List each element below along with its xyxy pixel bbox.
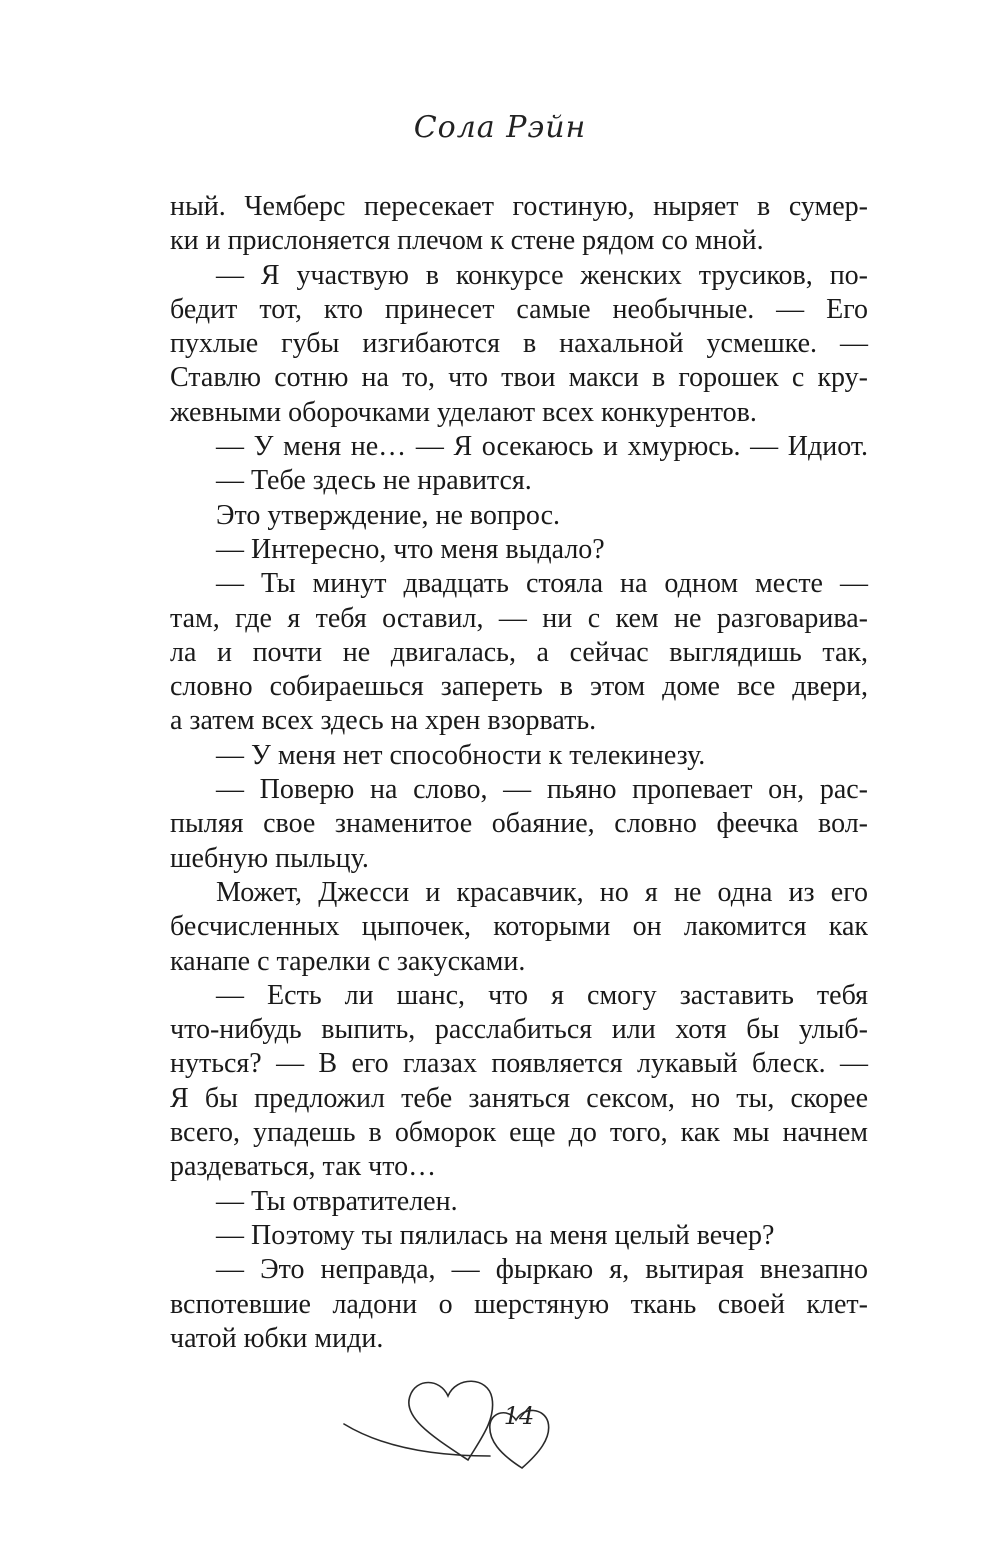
text-line: словно собираешься запереть в этом доме все двери, — [170, 671, 868, 703]
text-line: раздеваться, так что… — [170, 1151, 437, 1183]
text-line: — Интересно, что меня выдало? — [216, 533, 605, 565]
text-line: пухлые губы изгибаются в нахальной усмешке. — — [170, 328, 868, 360]
text-line: Ставлю сотню на то, что твои макси в горошек с кру- — [170, 362, 868, 394]
text-line: всего, упадешь в обморок еще до того, как мы начнем — [170, 1117, 868, 1149]
text-line: пыляя свое знаменитое обаяние, словно феечка вол- — [170, 808, 868, 840]
text-line: — Я участвую в конкурсе женских трусиков, по- — [216, 259, 868, 291]
text-line: Я бы предложил тебе заняться сексом, но ты, скорее — [170, 1082, 868, 1114]
text-line: чатой юбки миди. — [170, 1322, 384, 1354]
text-line: — У меня не… — Я осекаюсь и хмурюсь. — Идиот. — [216, 431, 868, 463]
text-line: шебную пыльцу. — [170, 842, 369, 874]
text-line: — Поэтому ты пялилась на меня целый вечер? — [216, 1219, 775, 1251]
text-line: — Ты минут двадцать стояла на одном месте — — [216, 568, 868, 600]
text-line: Это утверждение, не вопрос. — [216, 499, 561, 531]
running-title: Сола Рэйн — [413, 110, 587, 145]
text-line: ки и прислоняется плечом к стене рядом со мной. — [170, 225, 764, 257]
text-line: — Это неправда, — фыркаю я, вытирая внезапно — [216, 1254, 868, 1286]
text-line: вспотевшие ладони о шерстяную ткань своей клет- — [170, 1288, 868, 1320]
text-line: канапе с тарелки с закусками. — [170, 945, 526, 977]
text-line: ный. Чемберс пересекает гостиную, ныряет в сумер- — [170, 191, 868, 222]
text-line: — У меня нет способности к телекинезу. — [216, 739, 706, 771]
text-line: — Поверю на слово, — пьяно пропевает он, рас- — [216, 774, 868, 806]
text-line: нуться? — В его глазах появляется лукавый блеск. — — [170, 1048, 868, 1080]
text-line: ла и почти не двигалась, а сейчас выглядишь так, — [170, 636, 868, 668]
text-line: бедит тот, кто принесет самые необычные. — Его — [170, 293, 868, 325]
text-line: жевными оборочками уделают всех конкурентов. — [170, 396, 757, 428]
text-line: что-нибудь выпить, расслабиться или хотя бы улыб- — [170, 1014, 868, 1046]
text-line: а затем всех здесь на хрен взорвать. — [170, 705, 597, 737]
text-line: — Есть ли шанс, что я смогу заставить тебя — [216, 979, 868, 1011]
text-line: бесчисленных цыпочек, которыми он лакомится как — [170, 911, 868, 943]
text-line: там, где я тебя оставил, — ни с кем не разговарива- — [170, 602, 868, 634]
text-line: Может, Джесси и красавчик, но я не одна из его — [216, 876, 868, 908]
text-line: — Тебе здесь не нравится. — [216, 465, 532, 497]
text-line: — Ты отвратителен. — [216, 1185, 458, 1217]
page-number: 14 — [503, 1402, 535, 1430]
body-text — [170, 190, 868, 1356]
